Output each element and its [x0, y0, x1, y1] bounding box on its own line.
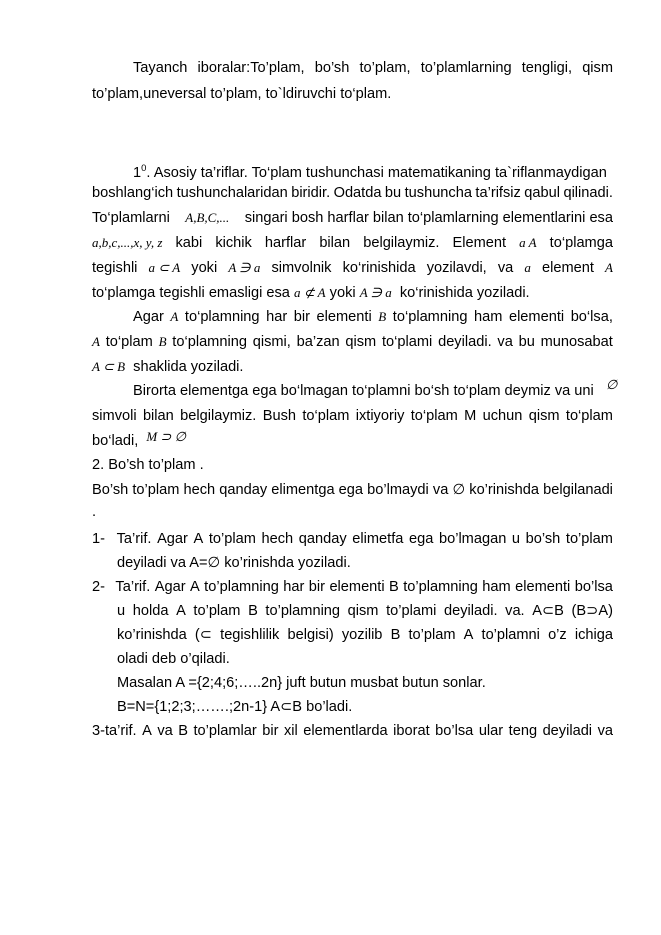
formula: A [605, 260, 613, 275]
text: to‘plamga [549, 235, 613, 251]
text: tushunchalaridan [176, 185, 288, 201]
text: to’plam [132, 482, 180, 498]
text: 0 [141, 163, 147, 174]
paragraph-line [92, 355, 613, 379]
paragraph-line [92, 404, 613, 428]
definition-line [117, 551, 613, 575]
formula: A ∋ a [228, 260, 261, 275]
text: qism [347, 603, 379, 619]
text: ichiga [574, 627, 613, 643]
text: Bo’sh [92, 482, 129, 498]
text: oladi deb o’qiladi. [117, 651, 230, 667]
formula: a ⊄ A [294, 285, 326, 300]
formula: B [378, 309, 387, 324]
text: kichik [215, 235, 252, 251]
text: A [190, 579, 200, 595]
text: munosabat [540, 334, 613, 350]
text: 2. Bo’sh to’plam . [92, 457, 204, 473]
text: elimentga [271, 482, 335, 498]
text: qism [582, 60, 613, 76]
text: har [266, 309, 288, 325]
text: ba’zan [296, 334, 340, 350]
text: to’plam,uneversal to’plam, to`ldiruvchi to‘plam. [92, 86, 392, 102]
example-line [117, 695, 613, 719]
text: 1 [133, 165, 142, 181]
text: elementi [329, 579, 385, 595]
formula: A,B,C,... [185, 210, 230, 225]
text: 1- [92, 531, 105, 547]
text: to‘plamning [172, 334, 247, 350]
text: va [432, 482, 449, 498]
formula: A [92, 334, 100, 349]
text: belgilaymiz. [363, 235, 440, 251]
text: To‘plamlarni [92, 210, 170, 226]
text: bu [384, 185, 402, 201]
example-line [117, 671, 613, 695]
text: kabi [175, 235, 203, 251]
text: B [389, 579, 399, 595]
text: to’plam [565, 531, 613, 547]
text: hech [183, 482, 216, 498]
text: bo‘lsa, [570, 309, 613, 325]
text: to‘plamga tegishli emasligi esa [92, 285, 290, 301]
text: to’plam, [359, 60, 411, 76]
text: (B⊃A) [571, 603, 613, 619]
definition-line [117, 623, 613, 647]
text: uchun [482, 408, 523, 424]
text: 2- [92, 579, 105, 595]
keywords-line [133, 56, 613, 80]
text: yoki [329, 285, 356, 301]
text: elimetfa [352, 531, 404, 547]
text: ko’rinishda [469, 482, 540, 498]
text: shaklida yoziladi. [133, 359, 244, 375]
text: to‘plam [302, 408, 350, 424]
text: simvoli [92, 408, 137, 424]
text: B=N={1;2;3;…….;2n-1} A⊂B bo’ladi. [117, 699, 353, 715]
text: tengligi, [521, 60, 573, 76]
formula: M ⊃ ∅ [146, 429, 186, 444]
text: Element [452, 235, 507, 251]
text: bo’sh [525, 531, 561, 547]
text: to’plami [386, 603, 437, 619]
definition-line [92, 575, 613, 599]
text: qism [528, 408, 560, 424]
text: singari bosh harflar bilan to‘plamlarning elementlarini esa [244, 210, 613, 226]
text: B [178, 723, 188, 739]
text: deyiladi [542, 723, 593, 739]
text: boshlang‘ich [92, 185, 174, 201]
text: Agar [133, 309, 164, 325]
text: Odatda [333, 185, 382, 201]
text: ko‘rinishida yoziladi. [399, 285, 530, 301]
paragraph-line [92, 256, 613, 280]
formula: A ⊂ B [92, 359, 126, 374]
text: elementlarda [303, 723, 388, 739]
formula: B [158, 334, 167, 349]
text: bu [518, 334, 535, 350]
text: A [193, 531, 204, 547]
text: Masalan A ={2;4;6;…..2n} juft butun musbat butun sonlar. [117, 675, 486, 691]
text: belgilaymiz. [180, 408, 257, 424]
text: yozilavdi, [426, 260, 487, 276]
text: B [248, 603, 258, 619]
text: B [390, 627, 401, 643]
text: to’plam [193, 603, 241, 619]
text: teng [508, 723, 538, 739]
paragraph-line [92, 281, 613, 305]
text: to‘plami [382, 334, 433, 350]
text: qism [345, 334, 377, 350]
text: u [511, 531, 521, 547]
text: iborat [393, 723, 430, 739]
text: yozilib [341, 627, 383, 643]
text: deyiladi. [443, 603, 498, 619]
formula: a,b,c,...,x, y, z [92, 235, 163, 250]
formula: a ⊂ A [148, 260, 181, 275]
text: qanday [219, 482, 268, 498]
text: belgilanadi [543, 482, 613, 498]
text: va [497, 334, 513, 350]
formula: a [524, 260, 531, 275]
text: A [176, 603, 186, 619]
text: element [542, 260, 594, 276]
text: Tayanch [133, 60, 188, 76]
text: o’z [548, 627, 567, 643]
text: xil [283, 723, 298, 739]
text: deyiladi va A=∅ ko’rinishda yoziladi. [117, 555, 351, 571]
text: to’plamni [481, 627, 540, 643]
text: qabul [524, 185, 560, 201]
text: ham [482, 579, 511, 595]
text: deyiladi. [438, 334, 492, 350]
text: A [463, 627, 474, 643]
text: simvolnik [271, 260, 332, 276]
paragraph-line [92, 330, 613, 354]
text: to‘plam [105, 334, 153, 350]
text: bo’lsa [574, 579, 613, 595]
text: qismi, [252, 334, 291, 350]
text: to’plamlar [193, 723, 257, 739]
empty-set-symbol: ∅ [605, 377, 618, 392]
formula: A ∋ a [359, 285, 392, 300]
text: tushuncha [404, 185, 472, 201]
text: elementi [316, 309, 372, 325]
text: elementi [515, 579, 571, 595]
text: to‘plam [410, 408, 458, 424]
text: iboralar:To’plam, [197, 60, 305, 76]
text: tegishlilik [220, 627, 280, 643]
text: bo’lmagan [438, 531, 507, 547]
text: biridir. [291, 185, 331, 201]
formula: a A [519, 235, 537, 250]
text: ular [478, 723, 504, 739]
text: (⊂ [194, 627, 212, 643]
text: bo‘ladi, [92, 433, 139, 449]
text: bo’lmaydi [367, 482, 429, 498]
text: va [157, 723, 173, 739]
text: holda [132, 603, 169, 619]
definition-line [117, 599, 613, 623]
paragraph-line [133, 305, 613, 329]
text: ta’rifsiz [475, 185, 521, 201]
paragraph-line [92, 206, 613, 230]
text: bilan [142, 408, 174, 424]
keywords-line-cont [92, 82, 613, 106]
text: to’plam [208, 531, 256, 547]
text: bo’sh [314, 60, 350, 76]
text: tegishli [92, 260, 138, 276]
paragraph-line [92, 429, 613, 453]
text: A⊂B [532, 603, 564, 619]
text: to‘plam [565, 408, 613, 424]
paragraph-line [92, 231, 613, 255]
text: Bush [262, 408, 296, 424]
text: to’plamning [204, 579, 279, 595]
text: bilan [319, 235, 351, 251]
text: belgisi) [287, 627, 334, 643]
formula: A [170, 309, 179, 324]
text: M [464, 408, 477, 424]
definition-line [92, 719, 613, 743]
text: ko‘rinishida [342, 260, 416, 276]
text: bir [293, 309, 310, 325]
text: har [283, 579, 305, 595]
text: ham [474, 309, 503, 325]
text: bo’lsa [435, 723, 474, 739]
text: A [142, 723, 152, 739]
text: ega [338, 482, 364, 498]
text: qanday [298, 531, 347, 547]
paragraph-line [92, 181, 613, 205]
text: to’plamning [403, 579, 478, 595]
text: to‘plamning [184, 309, 260, 325]
text: bir [262, 723, 279, 739]
text: Birorta elementga ega bo‘lmagan to‘plamni bo‘sh to‘plam deymiz va uni [133, 383, 594, 399]
paragraph-line [133, 377, 618, 403]
text: va [497, 260, 514, 276]
text: ixtiyoriy [355, 408, 405, 424]
text: Ta’rif. [116, 531, 152, 547]
text: ko’rinishda [117, 627, 187, 643]
text: to‘plamning [392, 309, 468, 325]
text: harflar [264, 235, 307, 251]
text: u [117, 603, 126, 619]
text: hech [261, 531, 294, 547]
text: bir [308, 579, 325, 595]
text: qilinadi. [563, 185, 613, 201]
text: to’plamlarning [420, 60, 512, 76]
paragraph-line [92, 478, 613, 502]
text: . Asosiy ta’riflar. To‘plam tushunchasi matematikaning ta`riflanmaydigan [146, 165, 607, 181]
text: ega [409, 531, 434, 547]
text: . [92, 504, 97, 520]
text: to’plamning [265, 603, 341, 619]
text: to’plam [408, 627, 456, 643]
text: ∅ [452, 482, 466, 498]
paragraph-line [92, 500, 613, 524]
section-heading [133, 157, 613, 181]
definition-line [117, 647, 613, 671]
subheading [92, 453, 613, 477]
text: va [597, 723, 613, 739]
text: Agar [154, 579, 186, 595]
definition-line [92, 527, 613, 551]
text: 3-ta’rif. [92, 723, 137, 739]
text: va. [505, 603, 525, 619]
text: Agar [157, 531, 188, 547]
text: elementi [508, 309, 565, 325]
text: Ta’rif. [115, 579, 151, 595]
text: yoki [191, 260, 218, 276]
